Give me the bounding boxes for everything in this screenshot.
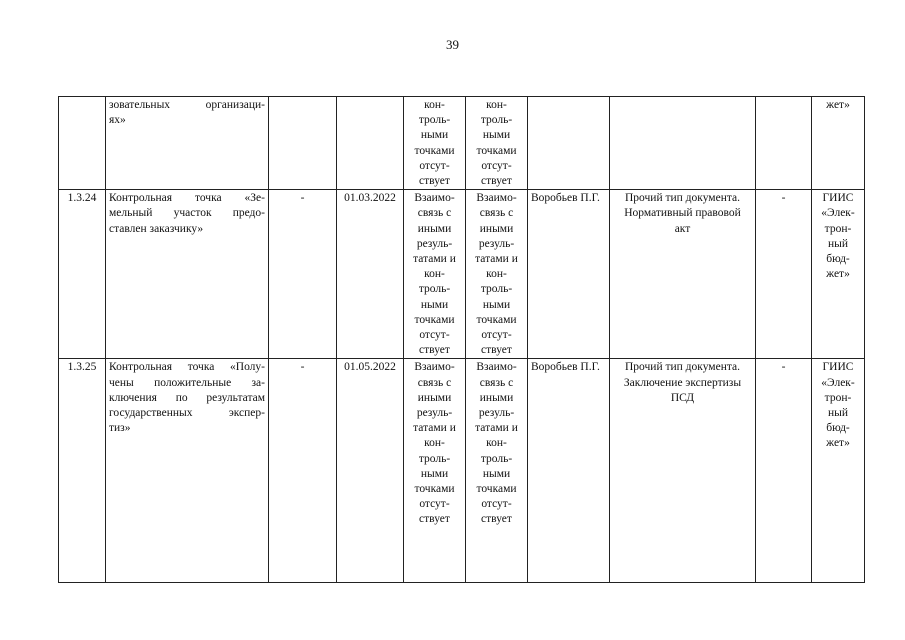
information-system-line: ный bbox=[827, 237, 849, 250]
control-point-name-line: ключения по результатам bbox=[109, 391, 265, 404]
relation-previous-line: связь с bbox=[417, 376, 452, 389]
relation-next-line: ствует bbox=[481, 344, 512, 357]
relation-next-line: иными bbox=[479, 222, 514, 235]
control-points-table bbox=[58, 96, 865, 583]
relation-previous-line: отсут- bbox=[419, 159, 450, 172]
document-type bbox=[610, 359, 756, 583]
relation-next-line: ными bbox=[482, 129, 511, 142]
row-number bbox=[59, 97, 106, 190]
document-type-line: Прочий тип документа. bbox=[625, 361, 740, 374]
relation-previous-line: отсут- bbox=[419, 329, 450, 342]
information-system-line: жет» bbox=[826, 437, 850, 450]
relation-next-line: ными bbox=[482, 298, 511, 311]
relation-next bbox=[466, 97, 528, 190]
responsible-person: Воробьев П.Г. bbox=[528, 359, 610, 583]
relation-previous-line: ствует bbox=[419, 344, 450, 357]
relation-next-line: ствует bbox=[481, 175, 512, 188]
control-point-name-line: тиз» bbox=[109, 422, 131, 435]
control-point-name-line: государственных экспер- bbox=[109, 407, 265, 420]
control-point-name-line: зовательных организаци- bbox=[109, 99, 265, 111]
control-point-name-line: ставлен заказчику» bbox=[109, 222, 204, 235]
information-system-line: жет» bbox=[826, 268, 850, 281]
control-point-name bbox=[106, 359, 269, 583]
relation-previous-line: ствует bbox=[419, 513, 450, 526]
relation-previous-line: Взаимо- bbox=[414, 361, 455, 374]
information-system-line: «Элек- bbox=[821, 376, 855, 389]
page-number: 39 bbox=[446, 37, 459, 52]
information-system-line: ГИИС bbox=[822, 192, 854, 205]
base-value: - bbox=[269, 190, 337, 359]
relation-previous-line: Взаимо- bbox=[414, 192, 455, 205]
relation-previous-line: ными bbox=[420, 298, 449, 311]
table-row bbox=[59, 359, 865, 583]
information-system-line: ГИИС bbox=[822, 361, 854, 374]
relation-next-line: ствует bbox=[481, 513, 512, 526]
information-system-line: жет» bbox=[826, 99, 850, 111]
responsible-person: Воробьев П.Г. bbox=[528, 190, 610, 359]
document-type-line: ПСД bbox=[670, 391, 695, 404]
relation-previous-line: резуль- bbox=[416, 407, 453, 420]
relation-previous bbox=[404, 97, 466, 190]
relation-previous-line: кон- bbox=[424, 268, 445, 281]
information-system-line: бюд- bbox=[826, 422, 850, 435]
row-number: 1.3.25 bbox=[59, 359, 106, 583]
information-system bbox=[812, 190, 865, 359]
control-point-name bbox=[106, 190, 269, 359]
table-row bbox=[59, 97, 865, 190]
relation-previous-line: ными bbox=[420, 467, 449, 480]
relation-previous-line: ствует bbox=[419, 175, 450, 188]
information-system-line: «Элек- bbox=[821, 207, 855, 220]
responsible-person bbox=[528, 97, 610, 190]
relation-previous-line: точками bbox=[414, 483, 455, 496]
relation-next-line: татами и bbox=[475, 253, 518, 266]
information-system-line: бюд- bbox=[826, 253, 850, 266]
relation-previous-line: резуль- bbox=[416, 237, 453, 250]
relation-previous-line: иными bbox=[417, 222, 452, 235]
relation-next-line: отсут- bbox=[481, 498, 512, 511]
relation-next-line: отсут- bbox=[481, 329, 512, 342]
relation-next-line: точками bbox=[476, 144, 517, 157]
information-system-line: трон- bbox=[824, 391, 852, 404]
relation-next-line: троль- bbox=[480, 114, 513, 127]
control-point-name-line: Контрольная точка «Зе- bbox=[109, 192, 265, 205]
document-type bbox=[610, 190, 756, 359]
document-type-line: Заключение экспертизы bbox=[623, 376, 742, 389]
table-row bbox=[59, 190, 865, 359]
control-point-name-line: Контрольная точка «Полу- bbox=[109, 361, 265, 374]
relation-previous-line: троль- bbox=[418, 114, 451, 127]
document-type bbox=[610, 97, 756, 190]
document-type-line: акт bbox=[674, 222, 691, 235]
extra-value: - bbox=[756, 359, 812, 583]
relation-previous-line: иными bbox=[417, 391, 452, 404]
relation-previous-line: ными bbox=[420, 129, 449, 142]
relation-previous-line: татами и bbox=[413, 422, 456, 435]
relation-next-line: иными bbox=[479, 391, 514, 404]
relation-previous bbox=[404, 190, 466, 359]
relation-next-line: кон- bbox=[486, 99, 507, 111]
control-point-name bbox=[106, 97, 269, 190]
due-date: 01.05.2022 bbox=[337, 359, 404, 583]
control-point-name-line: ях» bbox=[109, 114, 126, 127]
extra-value bbox=[756, 97, 812, 190]
relation-previous-line: кон- bbox=[424, 437, 445, 450]
due-date bbox=[337, 97, 404, 190]
relation-next-line: кон- bbox=[486, 437, 507, 450]
relation-next-line: резуль- bbox=[478, 237, 515, 250]
relation-previous-line: троль- bbox=[418, 283, 451, 296]
relation-previous-line: точками bbox=[414, 313, 455, 326]
relation-previous bbox=[404, 359, 466, 583]
extra-value: - bbox=[756, 190, 812, 359]
relation-next-line: точками bbox=[476, 313, 517, 326]
relation-next-line: татами и bbox=[475, 422, 518, 435]
relation-previous-line: отсут- bbox=[419, 498, 450, 511]
base-value bbox=[269, 97, 337, 190]
relation-next-line: точками bbox=[476, 483, 517, 496]
relation-next-line: Взаимо- bbox=[476, 192, 517, 205]
relation-previous-line: троль- bbox=[418, 452, 451, 465]
relation-next-line: троль- bbox=[480, 283, 513, 296]
control-point-name-line: чены положительные за- bbox=[109, 376, 265, 389]
relation-next-line: связь с bbox=[479, 376, 514, 389]
relation-previous-line: связь с bbox=[417, 207, 452, 220]
information-system bbox=[812, 97, 865, 190]
relation-next-line: связь с bbox=[479, 207, 514, 220]
relation-next-line: Взаимо- bbox=[476, 361, 517, 374]
relation-next bbox=[466, 359, 528, 583]
relation-next-line: отсут- bbox=[481, 159, 512, 172]
row-number: 1.3.24 bbox=[59, 190, 106, 359]
relation-next-line: кон- bbox=[486, 268, 507, 281]
information-system-line: ный bbox=[827, 407, 849, 420]
document-type-line: Прочий тип документа. bbox=[625, 192, 740, 205]
base-value: - bbox=[269, 359, 337, 583]
relation-previous-line: точками bbox=[414, 144, 455, 157]
due-date: 01.03.2022 bbox=[337, 190, 404, 359]
control-point-name-line: мельный участок предо- bbox=[109, 207, 265, 220]
relation-next-line: ными bbox=[482, 467, 511, 480]
information-system bbox=[812, 359, 865, 583]
information-system-line: трон- bbox=[824, 222, 852, 235]
relation-previous-line: татами и bbox=[413, 253, 456, 266]
relation-next bbox=[466, 190, 528, 359]
document-type-line: Нормативный правовой bbox=[624, 207, 741, 220]
relation-next-line: резуль- bbox=[478, 407, 515, 420]
relation-next-line: троль- bbox=[480, 452, 513, 465]
relation-previous-line: кон- bbox=[424, 99, 445, 111]
